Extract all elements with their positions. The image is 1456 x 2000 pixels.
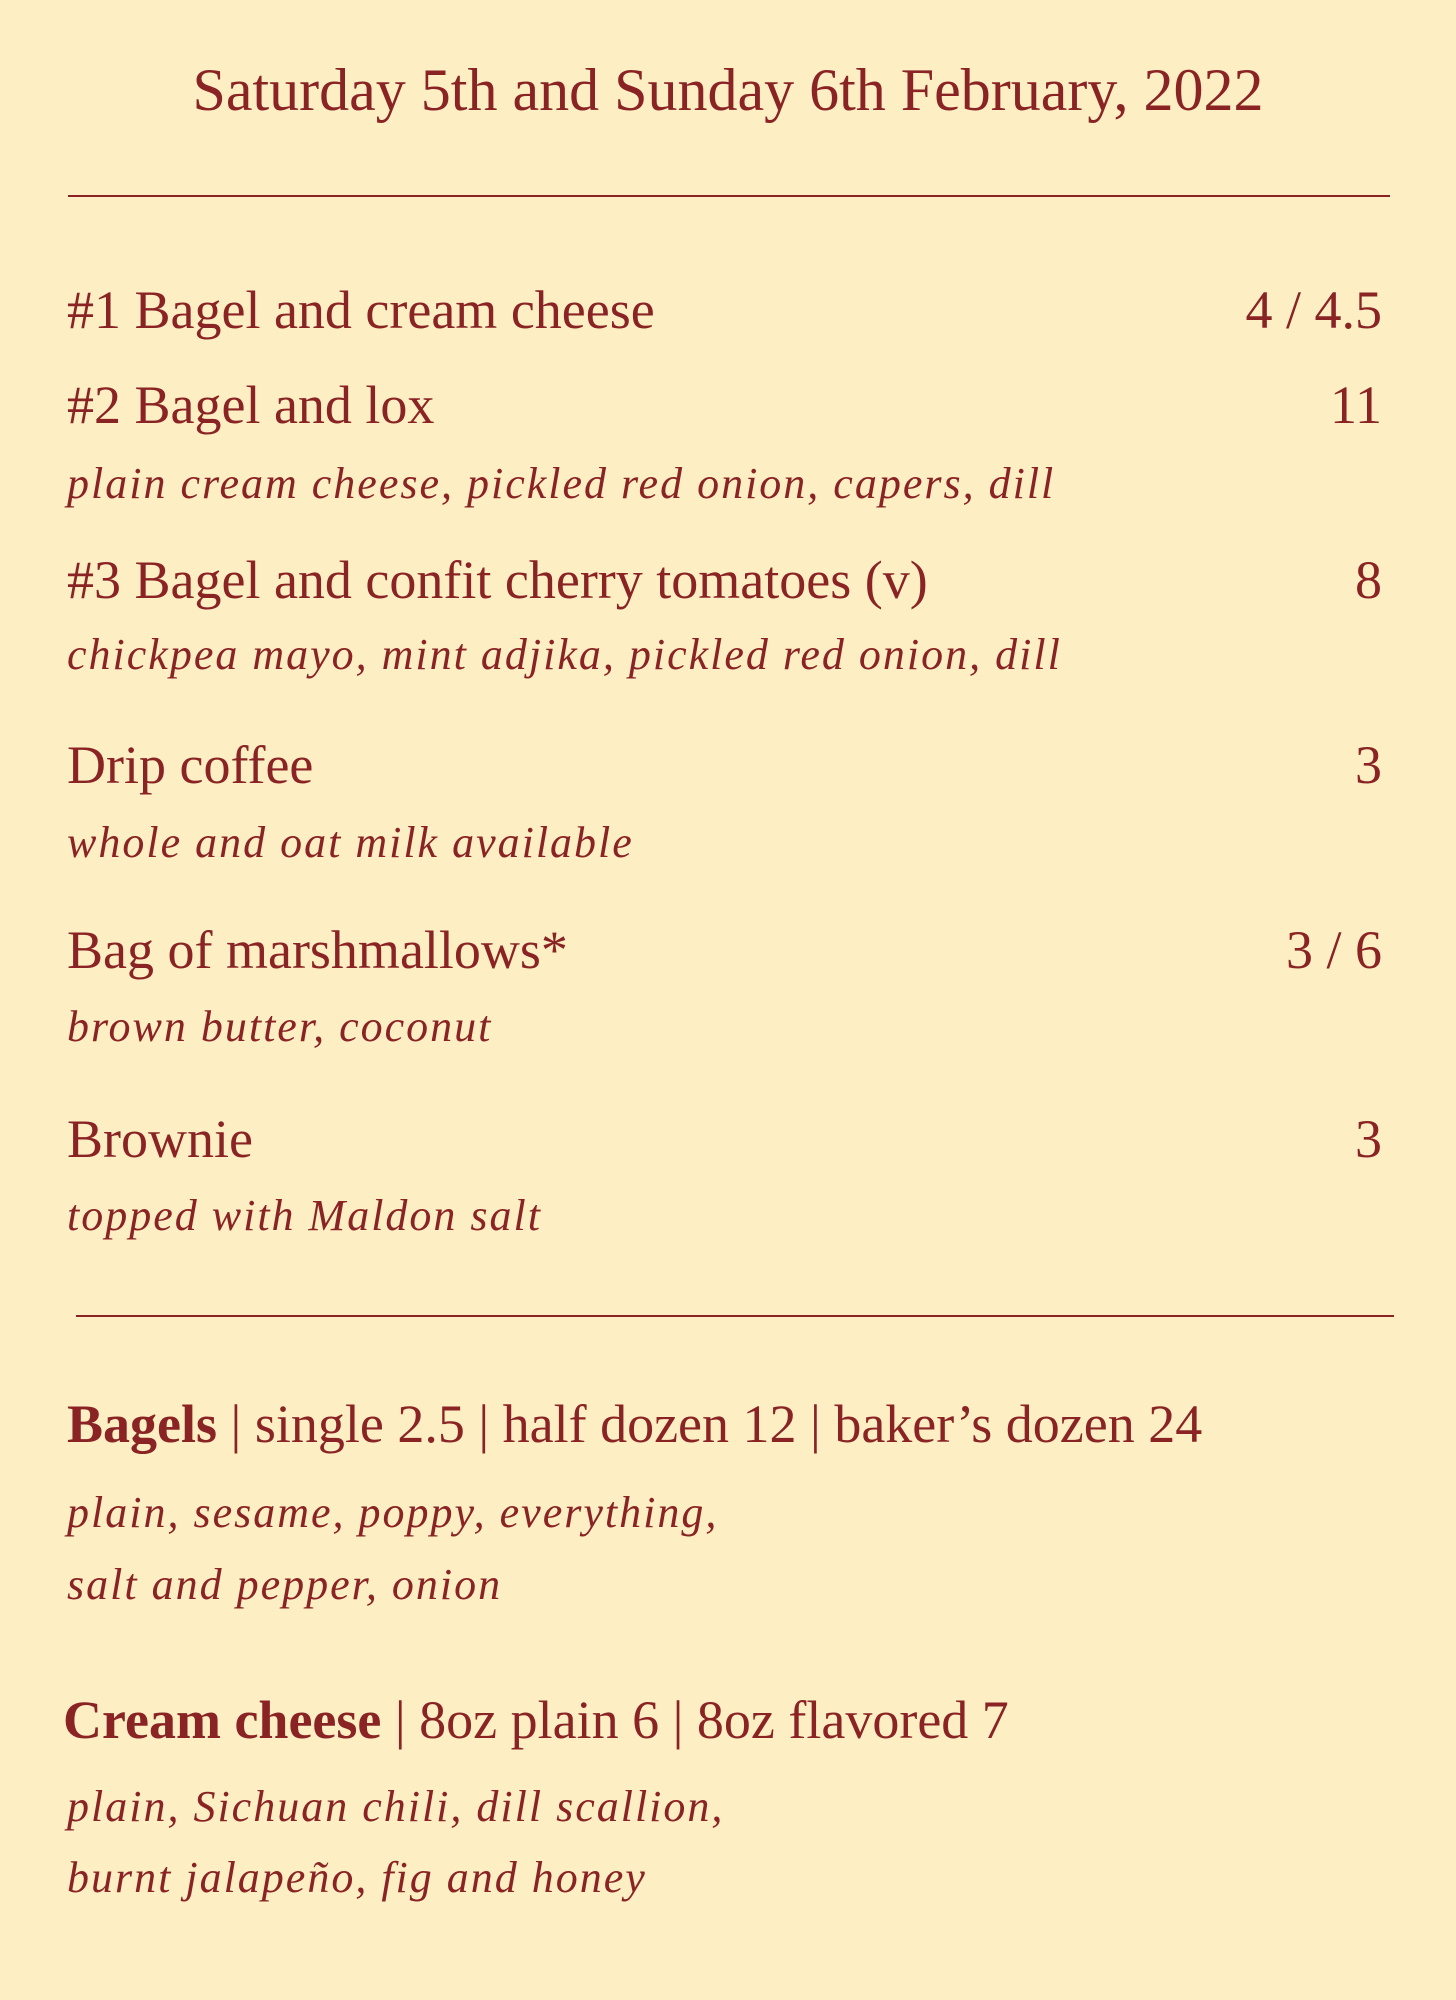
item-name: Brownie	[67, 1109, 253, 1169]
item-name: #2 Bagel and lox	[67, 375, 435, 435]
cream-cheese-title: Cream cheese	[63, 1690, 382, 1750]
bagels-price-list: | single 2.5 | half dozen 12 | baker’s dozen 24	[217, 1394, 1203, 1454]
item-name: #3 Bagel and confit cherry tomatoes (v)	[67, 550, 928, 610]
cream-cheese-flavors-line-2: burnt jalapeño, fig and honey	[67, 1853, 647, 1902]
item-price: 3	[1355, 1109, 1382, 1169]
bagels-title: Bagels	[67, 1394, 218, 1454]
menu-item-bagel-tomatoes	[67, 548, 1382, 612]
bagel-flavors-line-1: plain, sesame, poppy, everything,	[67, 1488, 719, 1537]
bagel-flavors-line-2: salt and pepper, onion	[67, 1560, 503, 1609]
cream-cheese-flavors-line-1: plain, Sichuan chili, dill scallion,	[67, 1782, 725, 1831]
cream-cheese-price-list: | 8oz plain 6 | 8oz flavored 7	[381, 1690, 1009, 1750]
middle-divider	[76, 1315, 1394, 1317]
item-price: 8	[1355, 550, 1382, 610]
menu-item-brownie	[67, 1107, 1382, 1171]
item-description: whole and oat milk available	[67, 818, 634, 867]
cream-cheese-pricing	[63, 1688, 1009, 1752]
item-price: 11	[1330, 375, 1382, 435]
item-description: topped with Maldon salt	[67, 1191, 542, 1240]
menu-date: Saturday 5th and Sunday 6th February, 2022	[192, 57, 1264, 123]
item-description: chickpea mayo, mint adjika, pickled red onion, dill	[67, 630, 1062, 679]
item-description: plain cream cheese, pickled red onion, capers, dill	[67, 459, 1056, 508]
item-name: #1 Bagel and cream cheese	[67, 280, 655, 340]
item-price: 3 / 6	[1285, 920, 1382, 980]
menu-item-bagel-cream-cheese	[67, 278, 1382, 342]
item-description: brown butter, coconut	[67, 1002, 493, 1051]
top-divider	[68, 195, 1390, 197]
item-price: 3	[1355, 735, 1382, 795]
item-price: 4 / 4.5	[1245, 280, 1382, 340]
bagels-pricing	[67, 1392, 1202, 1456]
item-name: Bag of marshmallows*	[67, 920, 568, 980]
item-name: Drip coffee	[67, 735, 314, 795]
menu-item-bagel-lox	[67, 373, 1382, 437]
menu-item-drip-coffee	[67, 733, 1382, 797]
menu-item-marshmallows	[67, 918, 1382, 982]
